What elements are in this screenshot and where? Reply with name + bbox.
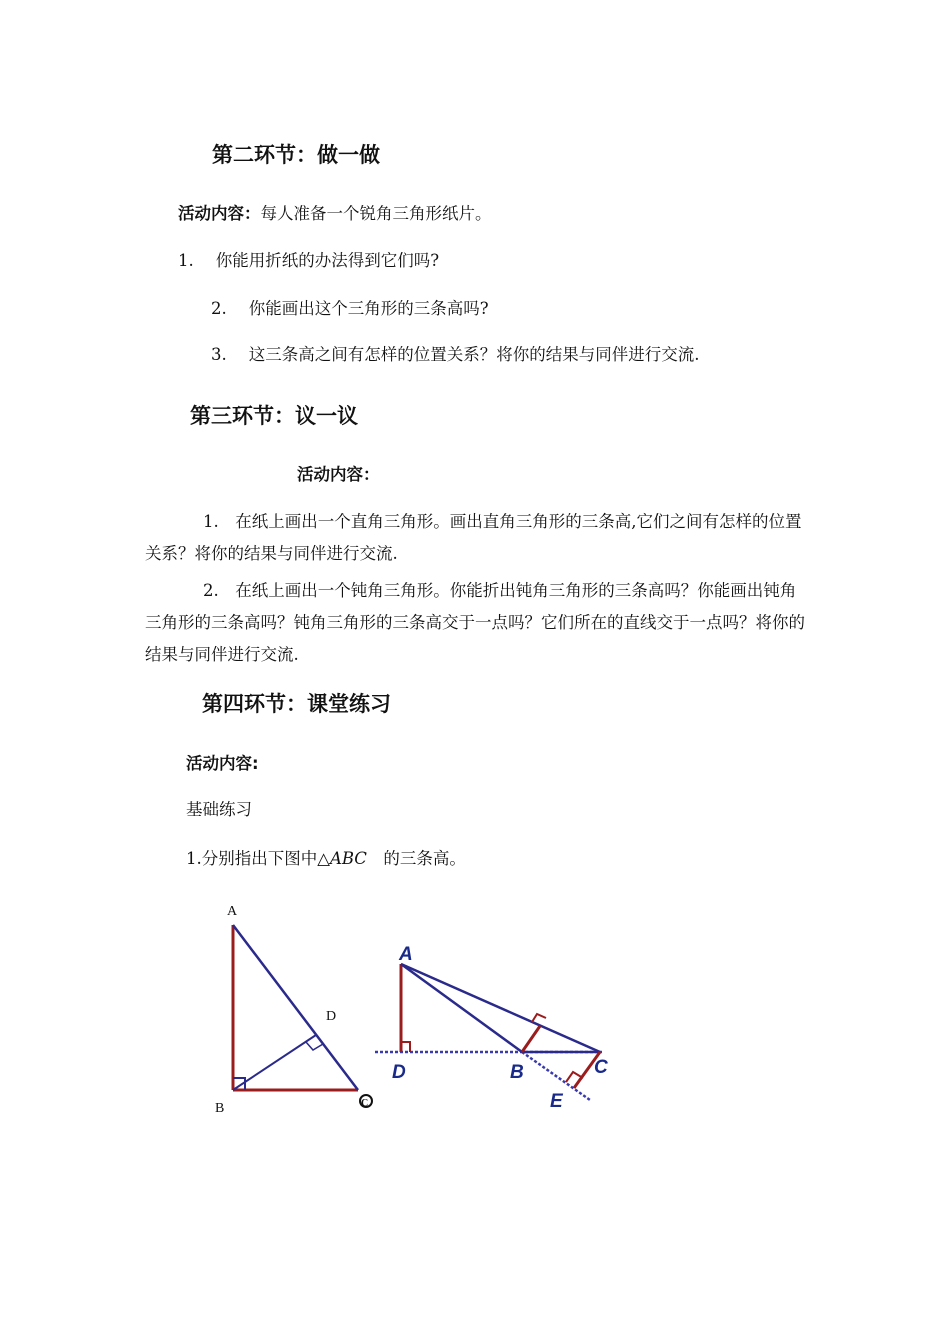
item-number: 1. [178, 251, 194, 270]
obtuse-triangle-figure [370, 930, 620, 1115]
label-e: E [550, 1091, 563, 1112]
side-ab [401, 964, 522, 1052]
item-number: 2. [211, 299, 227, 318]
activity-label: 活动内容： [178, 204, 261, 223]
question-1 [186, 845, 466, 869]
list-item [211, 295, 489, 319]
section4-heading: 第四环节：课堂练习 [202, 692, 391, 716]
activity-text: 每人准备一个锐角三角形纸片。 [260, 204, 492, 223]
section3-heading: 第三环节：议一议 [190, 404, 358, 428]
section2-activity [178, 200, 492, 224]
section4-activity-label: 活动内容: [186, 754, 259, 773]
section3-activity-label: 活动内容： [297, 465, 380, 484]
right-angle-mark-ac [532, 1014, 546, 1022]
right-triangle-figure [195, 895, 385, 1125]
list-item [178, 247, 439, 271]
item-number: 3. [211, 345, 227, 364]
label-b: B [215, 1101, 225, 1116]
side-ac [401, 964, 600, 1052]
section2-heading: 第二环节：做一做 [212, 143, 380, 167]
item-text: 这三条高之间有怎样的位置关系？将你的结果与同伴进行交流. [248, 345, 700, 364]
side-ac [233, 925, 358, 1090]
label-b: B [510, 1062, 524, 1083]
item-text: 你能用折纸的办法得到它们吗? [215, 251, 440, 270]
label-d: D [326, 1009, 337, 1024]
question-suffix: 的三条高。 [366, 849, 466, 868]
right-angle-mark-d [306, 1042, 323, 1050]
label-c: C [594, 1057, 608, 1078]
label-a: A [227, 904, 238, 919]
section3-paragraph-1: 1. 在纸上画出一个直角三角形。画出直角三角形的三条高,它们之间有怎样的位置关系？将你的结果与同伴进行交流. [145, 512, 802, 563]
triangle-name: ABC [329, 849, 367, 868]
question-prefix: 1.分别指出下图中△ [186, 849, 330, 868]
basic-practice-label: 基础练习 [186, 800, 252, 819]
item-text: 你能画出这个三角形的三条高吗? [248, 299, 489, 318]
label-d: D [392, 1062, 406, 1083]
section3-paragraph-2: 2. 在纸上画出一个钝角三角形。你能折出钝角三角形的三条高吗？你能画出钝角三角形的三条高吗？钝角三角形的三条高交于一点吗？它们所在的直线交于一点吗？将你的结果与同伴进行交流. [145, 581, 805, 664]
altitude-b [522, 1026, 540, 1052]
label-c: C [361, 1098, 369, 1109]
label-a: A [399, 944, 413, 965]
list-item [211, 341, 700, 365]
